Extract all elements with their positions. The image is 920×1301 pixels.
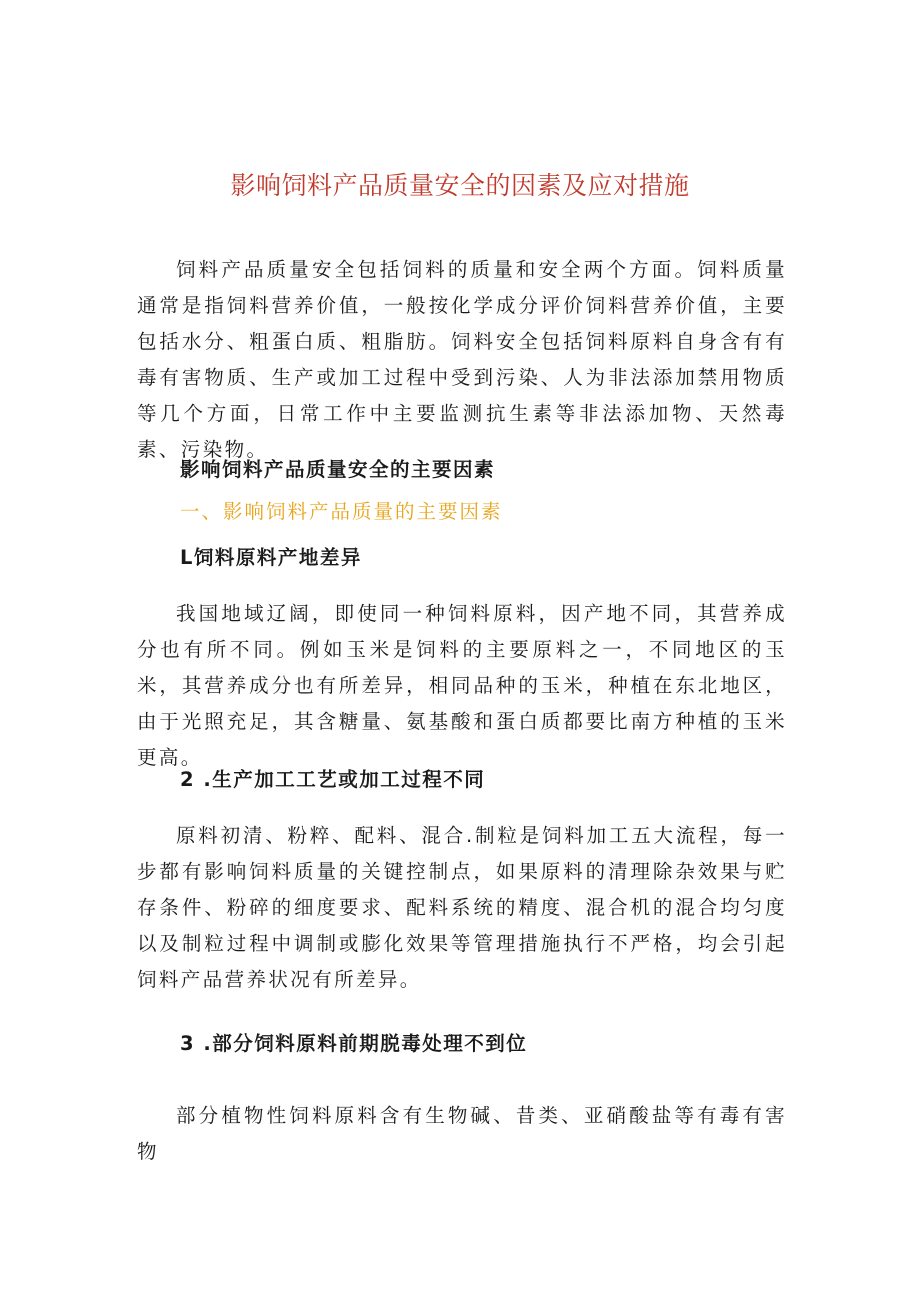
item1-heading: L饲料原料产地差异 [180, 546, 362, 569]
document-title: 影响饲料产品质量安全的因素及应对措施 [230, 171, 690, 200]
item3-heading-block [137, 1026, 787, 1062]
intro-block [137, 252, 787, 468]
item3-block [137, 1098, 787, 1170]
item2-paragraph: 原料初清、粉粹、配料、混合.制粒是饲料加工五大流程，每一步都有影响饲料质量的关键控制点，如果原料的清理除杂效果与贮存条件、粉碎的细度要求、配料系统的精度、混合机的混合均匀度以及制粒过程中调制或膨化效果等管理措施执行不严格，均会引起饲料产品营养状况有所差异。 [137, 824, 787, 991]
item1-paragraph: 我国地域辽阔，即使同一种饲料原料，因产地不同，其营养成分也有所不同。例如玉米是饲料的主要原料之一，不同地区的玉米，其营养成分也有所差异，相同品种的玉米，种植在东北地区，由于光照充足，其含糖量、氨基酸和蛋白质都要比南方种植的玉米更高。 [137, 602, 787, 769]
section-heading-block [137, 494, 787, 530]
item1-heading-block [137, 540, 787, 576]
main-heading-block [137, 452, 787, 488]
item3-paragraph: 部分植物性饲料原料含有生物碱、昔类、亚硝酸盐等有毒有害物 [137, 1104, 787, 1163]
item2-heading-block [137, 762, 787, 798]
main-heading: 影响饲料产品质量安全的主要因素 [180, 458, 496, 481]
item2-heading: 2 .生产加工工艺或加工过程不同 [180, 768, 486, 791]
section-heading: 一、影响饲料产品质量的主要因素 [180, 500, 503, 523]
item1-block [137, 596, 787, 776]
item3-heading: 3 .部分饲料原料前期脱毒处理不到位 [180, 1032, 528, 1055]
item2-block [137, 818, 787, 998]
intro-paragraph: 饲料产品质量安全包括饲料的质量和安全两个方面。饲料质量通常是指饲料营养价值，一般按化学成分评价饲料营养价值，主要包括水分、粗蛋白质、粗脂肪。饲料安全包括饲料原料自身含有有毒有害物质、生产或加工过程中受到污染、人为非法添加禁用物质等几个方面，日常工作中主要监测抗生素等非法添加物、天然毒素、污染物。 [137, 258, 787, 461]
